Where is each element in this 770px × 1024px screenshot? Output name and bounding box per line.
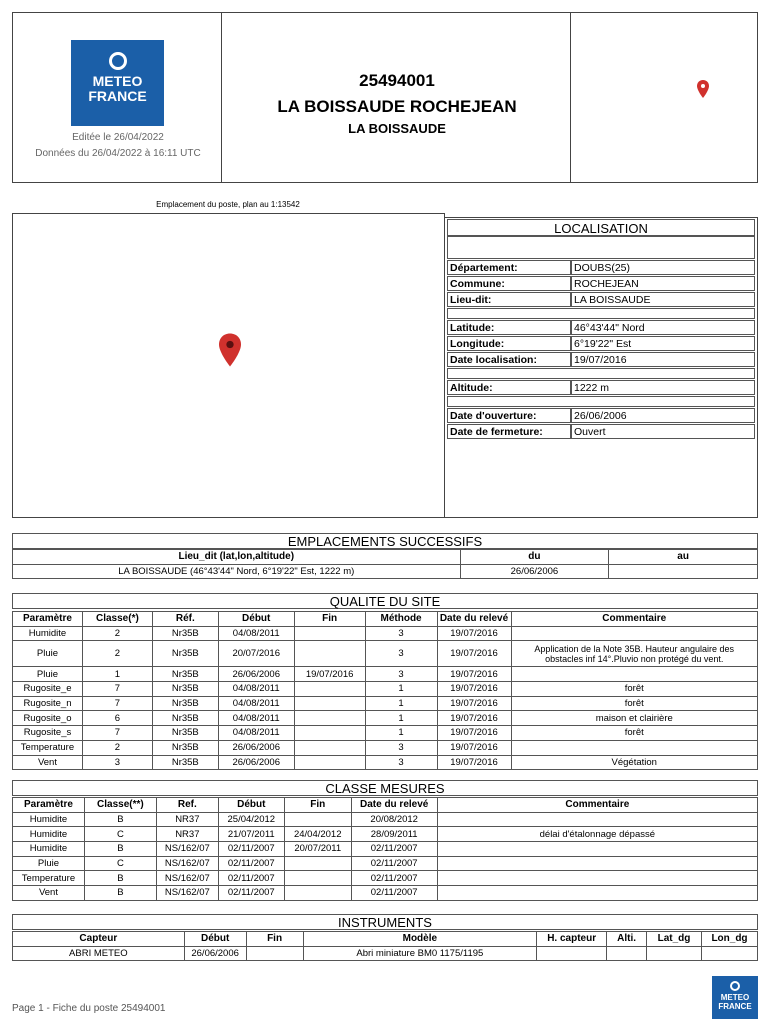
cell: 19/07/2016 xyxy=(437,667,511,682)
cell xyxy=(647,946,702,961)
loc-commune-value: ROCHEJEAN xyxy=(571,276,755,291)
cell: B xyxy=(84,871,156,886)
logo-sun-icon xyxy=(109,52,127,70)
cell: Nr35B xyxy=(152,641,218,667)
station-name: LA BOISSAUDE ROCHEJEAN xyxy=(277,97,517,116)
cell: 04/08/2011 xyxy=(218,711,294,726)
cell: 20/08/2012 xyxy=(351,812,437,827)
col-header: Commentaire xyxy=(437,798,757,813)
cell: Vent xyxy=(13,755,83,770)
table-row xyxy=(13,886,758,901)
station-map-pin-icon xyxy=(219,332,241,368)
col-header: Modèle xyxy=(303,932,537,947)
cell: 1 xyxy=(82,667,152,682)
cell: C xyxy=(84,856,156,871)
cell xyxy=(284,871,351,886)
col-header: Lieu_dit (lat,lon,altitude) xyxy=(13,550,461,565)
loc-date-row xyxy=(447,352,755,367)
localisation-title: LOCALISATION xyxy=(447,219,755,236)
col-header: Classe(*) xyxy=(82,612,152,627)
cell: LA BOISSAUDE (46°43'44" Nord, 6°19'22" Est, 1222 m) xyxy=(13,564,461,579)
col-header: Commentaire xyxy=(511,612,758,627)
table-row xyxy=(13,871,758,886)
logo-line1: METEO xyxy=(92,73,143,89)
header-center-panel xyxy=(221,12,571,183)
table-header-row xyxy=(13,550,758,565)
cell: Humidite xyxy=(13,827,85,842)
cell: 19/07/2016 xyxy=(437,740,511,755)
qualite-table xyxy=(12,611,758,770)
cell xyxy=(294,641,365,667)
cell: Nr35B xyxy=(152,682,218,697)
loc-longitude-value: 6°19'22" Est xyxy=(571,336,755,351)
cell: NS/162/07 xyxy=(156,886,218,901)
cell: Nr35B xyxy=(152,755,218,770)
cell: forêt xyxy=(511,726,758,741)
cell: NS/162/07 xyxy=(156,842,218,857)
cell: Temperature xyxy=(13,871,85,886)
loc-commune-row xyxy=(447,276,755,291)
cell: forêt xyxy=(511,696,758,711)
cell xyxy=(511,667,758,682)
data-date: Données du 26/04/2022 à 16:11 UTC xyxy=(35,148,201,159)
col-header: Fin xyxy=(246,932,303,947)
cell xyxy=(511,641,758,667)
cell: NS/162/07 xyxy=(156,871,218,886)
col-header: Alti. xyxy=(607,932,647,947)
cell: 2 xyxy=(82,740,152,755)
table-row xyxy=(13,946,758,961)
col-header: Date du relevé xyxy=(437,612,511,627)
cell: Temperature xyxy=(13,740,83,755)
cell: C xyxy=(84,827,156,842)
cell: 26/06/2006 xyxy=(184,946,246,961)
cell: 20/07/2011 xyxy=(284,842,351,857)
table-row xyxy=(13,740,758,755)
cell: 19/07/2016 xyxy=(437,711,511,726)
instruments-table xyxy=(12,931,758,961)
loc-spacer xyxy=(447,368,755,379)
loc-commune-label: Commune: xyxy=(447,276,571,291)
cell: 02/11/2007 xyxy=(218,842,284,857)
cell: 04/08/2011 xyxy=(218,626,294,641)
col-header: H. capteur xyxy=(537,932,607,947)
cell xyxy=(294,682,365,697)
cell: Nr35B xyxy=(152,711,218,726)
cell-line: obstacles inf 14°.Pluvio non protégé du vent. xyxy=(545,653,724,664)
loc-latitude-row xyxy=(447,320,755,335)
cell xyxy=(537,946,607,961)
cell: 19/07/2016 xyxy=(437,726,511,741)
col-header: Fin xyxy=(284,798,351,813)
cell xyxy=(294,755,365,770)
loc-fermeture-label: Date de fermeture: xyxy=(447,424,571,439)
cell xyxy=(437,856,757,871)
cell: 02/11/2007 xyxy=(351,856,437,871)
loc-departement-row xyxy=(447,260,755,275)
cell: 3 xyxy=(365,755,437,770)
col-header: Paramètre xyxy=(13,798,85,813)
station-map[interactable] xyxy=(12,213,445,518)
col-header: Lat_dg xyxy=(647,932,702,947)
col-header: du xyxy=(460,550,609,565)
col-header: Ref. xyxy=(156,798,218,813)
loc-departement-label: Département: xyxy=(447,260,571,275)
cell: 26/06/2006 xyxy=(218,755,294,770)
table-row xyxy=(13,564,758,579)
cell: Abri miniature BM0 1175/1195 xyxy=(303,946,537,961)
cell: 04/08/2011 xyxy=(218,696,294,711)
table-row xyxy=(13,626,758,641)
cell-line: Application de la Note 35B. Hauteur angulaire des xyxy=(534,643,735,654)
classe-table xyxy=(12,797,758,901)
loc-spacer xyxy=(447,308,755,319)
cell: Rugosite_o xyxy=(13,711,83,726)
loc-fermeture-row xyxy=(447,424,755,439)
loc-date-value: 19/07/2016 xyxy=(571,352,755,367)
table-row xyxy=(13,682,758,697)
cell: Nr35B xyxy=(152,726,218,741)
cell xyxy=(284,856,351,871)
footer-logo xyxy=(712,976,758,1019)
cell xyxy=(511,626,758,641)
station-subname: LA BOISSAUDE xyxy=(348,121,446,136)
cell: Nr35B xyxy=(152,626,218,641)
cell: délai d'étalonnage dépassé xyxy=(437,827,757,842)
col-header: Fin xyxy=(294,612,365,627)
cell: NS/162/07 xyxy=(156,856,218,871)
col-header: Paramètre xyxy=(13,612,83,627)
classe-title: CLASSE MESURES xyxy=(12,780,758,796)
loc-date-label: Date localisation: xyxy=(447,352,571,367)
emplacements-title: EMPLACEMENTS SUCCESSIFS xyxy=(12,533,758,549)
table-row xyxy=(13,711,758,726)
cell: B xyxy=(84,886,156,901)
cell: B xyxy=(84,812,156,827)
cell: 3 xyxy=(82,755,152,770)
cell: NR37 xyxy=(156,827,218,842)
table-header-row xyxy=(13,612,758,627)
loc-ouverture-value: 26/06/2006 xyxy=(571,408,755,423)
loc-altitude-label: Altitude: xyxy=(447,380,571,395)
table-row xyxy=(13,842,758,857)
table-row xyxy=(13,755,758,770)
station-id: 25494001 xyxy=(359,71,435,90)
cell xyxy=(609,564,758,579)
cell: 1 xyxy=(365,682,437,697)
cell: Vent xyxy=(13,886,85,901)
loc-spacer xyxy=(447,236,755,259)
cell xyxy=(437,886,757,901)
cell: 24/04/2012 xyxy=(284,827,351,842)
table-row xyxy=(13,856,758,871)
cell: 21/07/2011 xyxy=(218,827,284,842)
cell: 7 xyxy=(82,682,152,697)
loc-altitude-row xyxy=(447,380,755,395)
cell: 1 xyxy=(365,726,437,741)
cell: 19/07/2016 xyxy=(437,626,511,641)
cell xyxy=(607,946,647,961)
emplacements-table xyxy=(12,549,758,579)
loc-ouverture-row xyxy=(447,408,755,423)
cell: 19/07/2016 xyxy=(437,755,511,770)
cell: 02/11/2007 xyxy=(351,886,437,901)
cell: 04/08/2011 xyxy=(218,682,294,697)
table-row xyxy=(13,726,758,741)
cell: 25/04/2012 xyxy=(218,812,284,827)
cell xyxy=(437,842,757,857)
cell: Nr35B xyxy=(152,667,218,682)
col-header: Réf. xyxy=(152,612,218,627)
cell: 3 xyxy=(365,626,437,641)
cell: Rugosite_n xyxy=(13,696,83,711)
map-caption: Emplacement du poste, plan au 1:13542 xyxy=(156,200,300,209)
table-row xyxy=(13,827,758,842)
cell: 2 xyxy=(82,626,152,641)
cell: Rugosite_s xyxy=(13,726,83,741)
header-right-panel xyxy=(570,12,758,183)
table-row xyxy=(13,812,758,827)
cell: 02/11/2007 xyxy=(218,886,284,901)
cell: ABRI METEO xyxy=(13,946,185,961)
cell: Rugosite_e xyxy=(13,682,83,697)
cell xyxy=(284,812,351,827)
cell: 02/11/2007 xyxy=(218,871,284,886)
col-header: Méthode xyxy=(365,612,437,627)
cell: 6 xyxy=(82,711,152,726)
header-left-panel xyxy=(12,12,222,183)
footer-logo-line1: METEO xyxy=(720,993,750,1002)
qualite-title: QUALITE DU SITE xyxy=(12,593,758,609)
table-row xyxy=(13,667,758,682)
loc-latitude-label: Latitude: xyxy=(447,320,571,335)
cell: 1 xyxy=(365,711,437,726)
cell: Humidite xyxy=(13,626,83,641)
col-header: au xyxy=(609,550,758,565)
table-row xyxy=(13,641,758,667)
table-header-row xyxy=(13,932,758,947)
loc-spacer xyxy=(447,396,755,407)
cell xyxy=(701,946,757,961)
cell xyxy=(294,740,365,755)
col-header: Début xyxy=(218,798,284,813)
cell xyxy=(294,726,365,741)
cell: 19/07/2016 xyxy=(437,682,511,697)
cell: 02/11/2007 xyxy=(351,871,437,886)
cell: 2 xyxy=(82,641,152,667)
cell: Humidite xyxy=(13,812,85,827)
cell: 02/11/2007 xyxy=(351,842,437,857)
cell: forêt xyxy=(511,682,758,697)
col-header: Début xyxy=(184,932,246,947)
cell: Pluie xyxy=(13,856,85,871)
table-header-row xyxy=(13,798,758,813)
cell xyxy=(437,812,757,827)
cell: 26/06/2006 xyxy=(218,740,294,755)
cell xyxy=(294,626,365,641)
cell: 20/07/2016 xyxy=(218,641,294,667)
table-row xyxy=(13,696,758,711)
loc-altitude-value: 1222 m xyxy=(571,380,755,395)
cell: 3 xyxy=(365,740,437,755)
overview-map-pin-icon xyxy=(697,80,709,98)
loc-fermeture-value: Ouvert xyxy=(571,424,755,439)
col-header: Capteur xyxy=(13,932,185,947)
cell: Végétation xyxy=(511,755,758,770)
cell: 19/07/2016 xyxy=(294,667,365,682)
cell: NR37 xyxy=(156,812,218,827)
cell: 26/06/2006 xyxy=(460,564,609,579)
cell: Pluie xyxy=(13,667,83,682)
cell: 26/06/2006 xyxy=(218,667,294,682)
loc-ouverture-label: Date d'ouverture: xyxy=(447,408,571,423)
cell: 3 xyxy=(365,641,437,667)
logo-line2: FRANCE xyxy=(88,88,147,104)
col-header: Classe(**) xyxy=(84,798,156,813)
cell: 28/09/2011 xyxy=(351,827,437,842)
cell xyxy=(294,711,365,726)
cell xyxy=(246,946,303,961)
col-header: Date du relevé xyxy=(351,798,437,813)
loc-departement-value: DOUBS(25) xyxy=(571,260,755,275)
cell: Nr35B xyxy=(152,740,218,755)
col-header: Lon_dg xyxy=(701,932,757,947)
cell: 04/08/2011 xyxy=(218,726,294,741)
col-header: Début xyxy=(218,612,294,627)
loc-longitude-row xyxy=(447,336,755,351)
loc-lieudit-value: LA BOISSAUDE xyxy=(571,292,755,307)
loc-latitude-value: 46°43'44" Nord xyxy=(571,320,755,335)
cell: Humidite xyxy=(13,842,85,857)
cell: 1 xyxy=(365,696,437,711)
cell: B xyxy=(84,842,156,857)
loc-longitude-label: Longitude: xyxy=(447,336,571,351)
loc-lieudit-row xyxy=(447,292,755,307)
cell: 19/07/2016 xyxy=(437,696,511,711)
cell: maison et clairière xyxy=(511,711,758,726)
cell xyxy=(437,871,757,886)
cell xyxy=(511,740,758,755)
cell xyxy=(284,886,351,901)
page-footer-label: Page 1 - Fiche du poste 25494001 xyxy=(12,1003,166,1014)
cell: 19/07/2016 xyxy=(437,641,511,667)
cell: 02/11/2007 xyxy=(218,856,284,871)
cell: 3 xyxy=(365,667,437,682)
cell xyxy=(294,696,365,711)
instruments-title: INSTRUMENTS xyxy=(12,914,758,930)
cell: Nr35B xyxy=(152,696,218,711)
loc-lieudit-label: Lieu-dit: xyxy=(447,292,571,307)
cell: 7 xyxy=(82,696,152,711)
edition-date: Editée le 26/04/2022 xyxy=(72,132,164,143)
footer-logo-sun-icon xyxy=(730,981,740,991)
meteo-france-logo xyxy=(71,40,164,126)
footer-logo-line2: FRANCE xyxy=(718,1002,752,1011)
cell: Pluie xyxy=(13,641,83,667)
cell: 7 xyxy=(82,726,152,741)
